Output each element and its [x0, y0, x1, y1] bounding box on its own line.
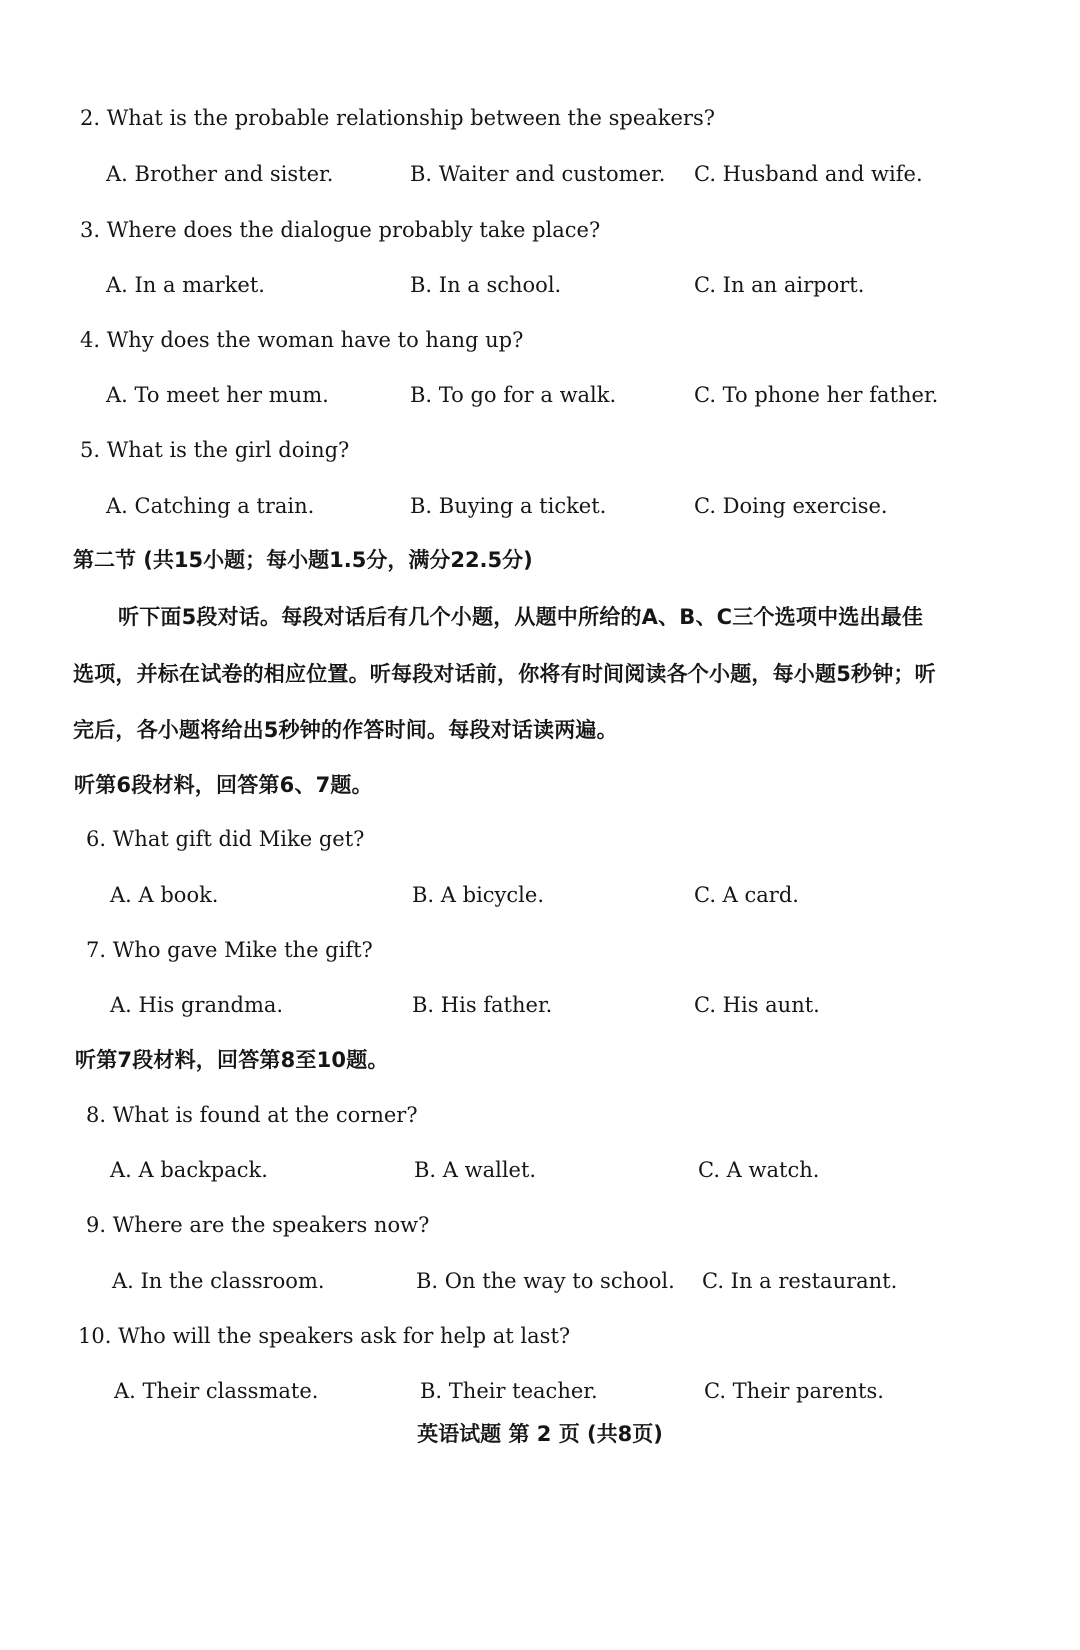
question-9-option-c: C. In a restaurant. [702, 1269, 898, 1293]
question-5-stem: 5. What is the girl doing? [80, 438, 350, 462]
question-2-option-b: B. Waiter and customer. [410, 162, 666, 186]
question-6-stem: 6. What gift did Mike get? [86, 827, 365, 851]
question-7-option-b: B. His father. [412, 993, 553, 1017]
question-10-option-b: B. Their teacher. [420, 1379, 598, 1403]
question-2-option-a: A. Brother and sister. [106, 162, 334, 186]
question-7-stem: 7. Who gave Mike the gift? [86, 938, 373, 962]
question-7-option-a: A. His grandma. [110, 993, 284, 1017]
question-4-option-a: A. To meet her mum. [106, 383, 329, 407]
page-footer: 英语试题 第 2 页 (共8页) [417, 1422, 663, 1446]
question-10-option-c: C. Their parents. [704, 1379, 884, 1403]
question-4-stem: 4. Why does the woman have to hang up? [80, 328, 524, 352]
section-2-instructions-line-3: 完后，各小题将给出5秒钟的作答时间。每段对话读两遍。 [73, 718, 618, 742]
question-6-option-c: C. A card. [694, 883, 799, 907]
question-3-option-a: A. In a market. [106, 273, 265, 297]
material-7-heading: 听第7段材料，回答第8至10题。 [75, 1048, 389, 1072]
question-5-option-c: C. Doing exercise. [694, 494, 888, 518]
material-6-heading: 听第6段材料，回答第6、7题。 [74, 773, 373, 797]
question-3-option-b: B. In a school. [410, 273, 562, 297]
question-9-stem: 9. Where are the speakers now? [86, 1213, 430, 1237]
question-7-option-c: C. His aunt. [694, 993, 820, 1017]
question-6-option-a: A. A book. [110, 883, 219, 907]
question-6-option-b: B. A bicycle. [412, 883, 544, 907]
question-3-option-c: C. In an airport. [694, 273, 865, 297]
question-8-option-b: B. A wallet. [414, 1158, 537, 1182]
question-9-option-b: B. On the way to school. [416, 1269, 675, 1293]
section-2-heading: 第二节 (共15小题；每小题1.5分，满分22.5分) [73, 548, 533, 572]
section-2-instructions-line-1: 听下面5段对话。每段对话后有几个小题，从题中所给的A、B、C三个选项中选出最佳 [118, 605, 924, 629]
question-5-option-b: B. Buying a ticket. [410, 494, 607, 518]
question-2-option-c: C. Husband and wife. [694, 162, 923, 186]
question-4-option-b: B. To go for a walk. [410, 383, 617, 407]
section-2-instructions-line-2: 选项，并标在试卷的相应位置。听每段对话前，你将有时间阅读各个小题，每小题5秒钟；听 [73, 662, 936, 686]
question-4-option-c: C. To phone her father. [694, 383, 939, 407]
question-8-stem: 8. What is found at the corner? [86, 1103, 418, 1127]
question-8-option-c: C. A watch. [698, 1158, 820, 1182]
question-3-stem: 3. Where does the dialogue probably take place? [80, 218, 601, 242]
question-10-stem: 10. Who will the speakers ask for help at last? [78, 1324, 571, 1348]
question-8-option-a: A. A backpack. [110, 1158, 268, 1182]
question-10-option-a: A. Their classmate. [114, 1379, 319, 1403]
question-2-stem: 2. What is the probable relationship between the speakers? [80, 106, 716, 130]
question-5-option-a: A. Catching a train. [106, 494, 315, 518]
question-9-option-a: A. In the classroom. [112, 1269, 325, 1293]
